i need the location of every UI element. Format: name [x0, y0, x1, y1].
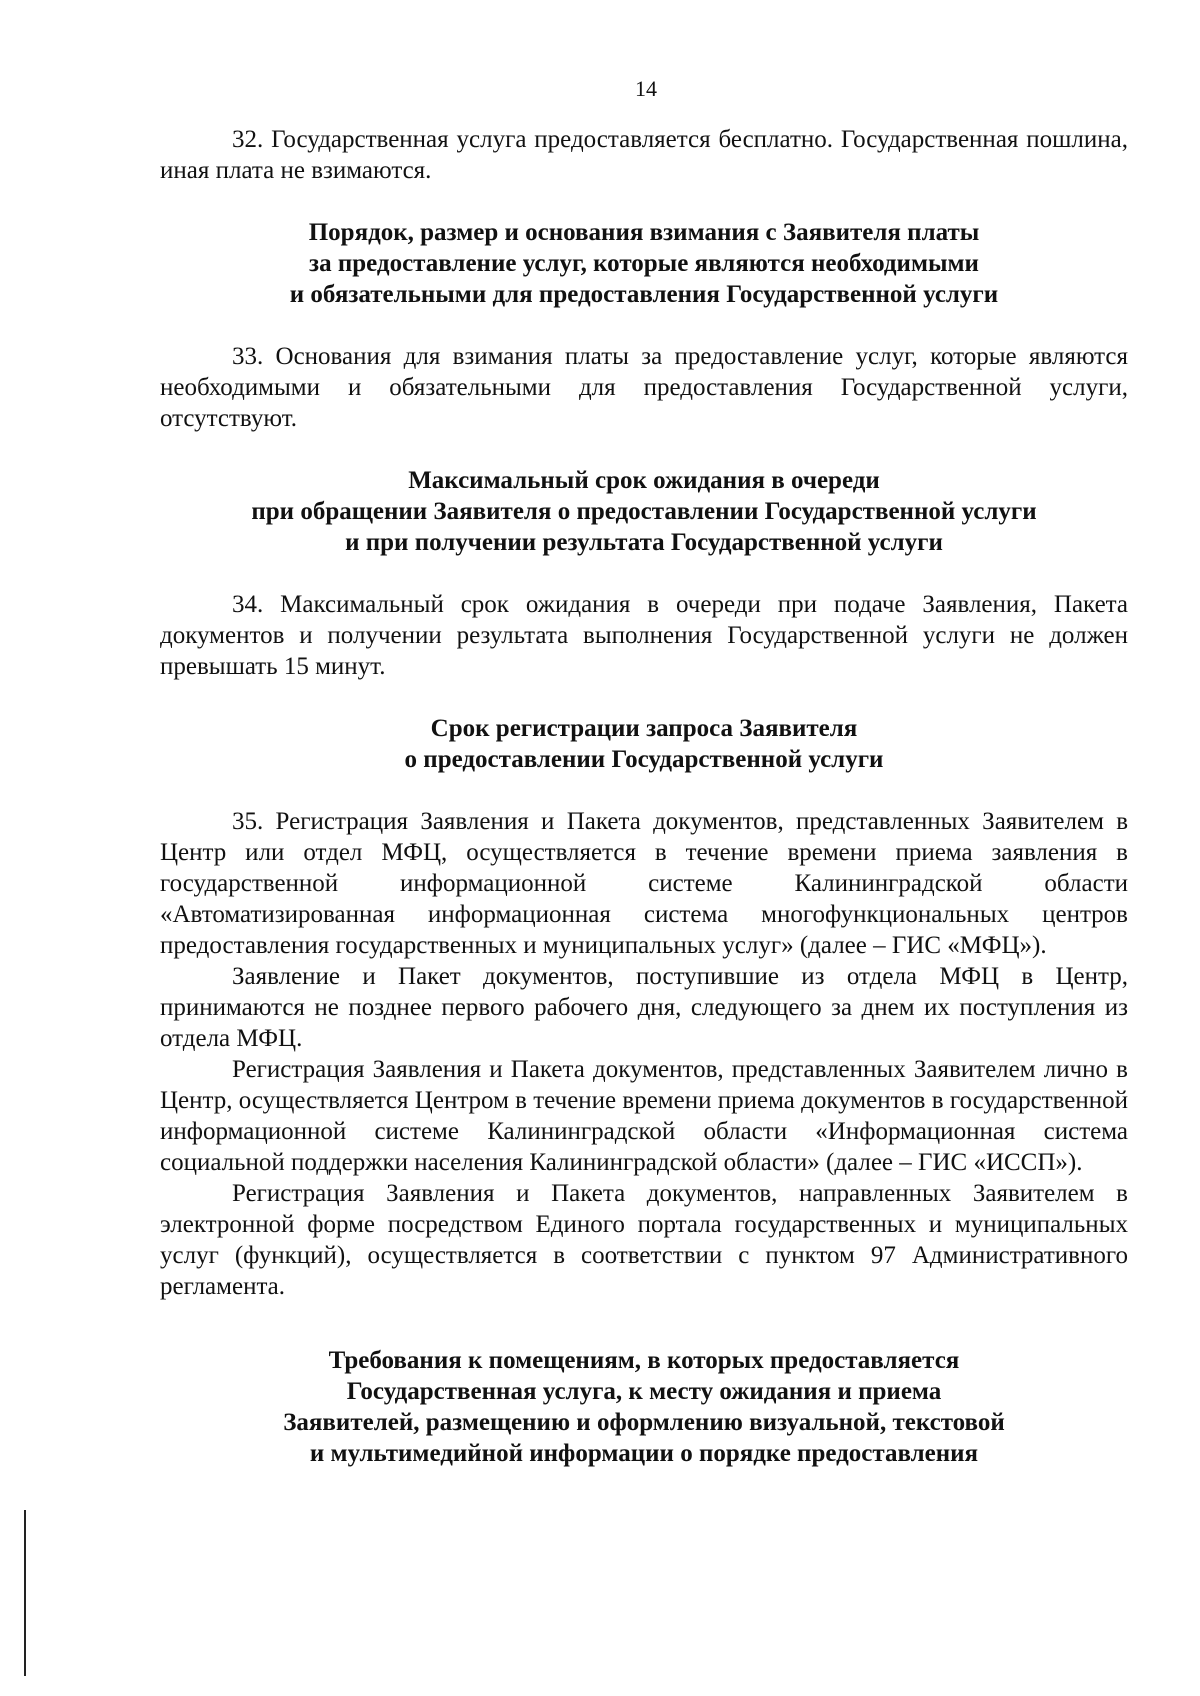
paragraph-34: 34. Максимальный срок ожидания в очереди при подаче Заявления, Пакета документов и получении результата выполнения Государственной услуги не должен превышать 15 минут.: [160, 591, 1128, 680]
paragraph-33: 33. Основания для взимания платы за предоставление услуг, которые являются необходимыми и обязательными для предоставления Государственной услуги, отсутствуют.: [160, 343, 1128, 432]
heading-line: и обязательными для предоставления Государственной услуги: [289, 281, 999, 308]
heading-line: за предоставление услуг, которые являются необходимыми: [309, 250, 979, 277]
heading-line: Требования к помещениям, в которых предоставляется: [328, 1347, 960, 1374]
page-number: 14: [635, 76, 657, 101]
section-heading-queue-time: [160, 465, 1128, 558]
heading-line: Максимальный срок ожидания в очереди: [408, 467, 880, 494]
heading-line: Порядок, размер и основания взимания с Заявителя платы: [308, 219, 980, 246]
section-heading-fees: [160, 217, 1128, 310]
document-body: [160, 124, 1128, 1469]
paragraph-35-third: Регистрация Заявления и Пакета документов, представленных Заявителем лично в Центр, осуществляется Центром в течение времени приема документов в государственной информационной системе Калининградской области «Информационная система социальной поддержки населения Калининградской области» (далее – ГИС «ИССП»).: [160, 1056, 1128, 1176]
section-heading-registration: [160, 713, 1128, 775]
heading-line: Срок регистрации запроса Заявителя: [430, 715, 858, 742]
heading-line: о предоставлении Государственной услуги: [404, 746, 884, 773]
paragraph-35-fourth: Регистрация Заявления и Пакета документов, направленных Заявителем в электронной форме посредством Единого портала государственных и муниципальных услуг (функций), осуществляется в соответствии с пунктом 97 Административного регламента.: [160, 1180, 1128, 1300]
scan-margin-line: [24, 1510, 26, 1676]
heading-line: и при получении результата Государственной услуги: [345, 529, 943, 556]
heading-line: Заявителей, размещению и оформлению визуальной, текстовой: [283, 1409, 1005, 1436]
heading-line: при обращении Заявителя о предоставлении Государственной услуги: [251, 498, 1037, 525]
paragraph-35-second: Заявление и Пакет документов, поступившие из отдела МФЦ в Центр, принимаются не позднее первого рабочего дня, следующего за днем их поступления из отдела МФЦ.: [160, 963, 1128, 1052]
heading-line: и мультимедийной информации о порядке предоставления: [309, 1440, 979, 1467]
section-heading-premises: [160, 1345, 1128, 1469]
paragraph-35: 35. Регистрация Заявления и Пакета документов, представленных Заявителем в Центр или отдел МФЦ, осуществляется в течение времени приема заявления в государственной информационной системе Калининградской области «Автоматизированная информационная система многофункциональных центров предоставления государственных и муниципальных услуг» (далее – ГИС «МФЦ»).: [160, 808, 1128, 959]
heading-line: Государственная услуга, к месту ожидания и приема: [346, 1378, 942, 1405]
paragraph-32: 32. Государственная услуга предоставляется бесплатно. Государственная пошлина, иная плата не взимаются.: [160, 126, 1128, 184]
